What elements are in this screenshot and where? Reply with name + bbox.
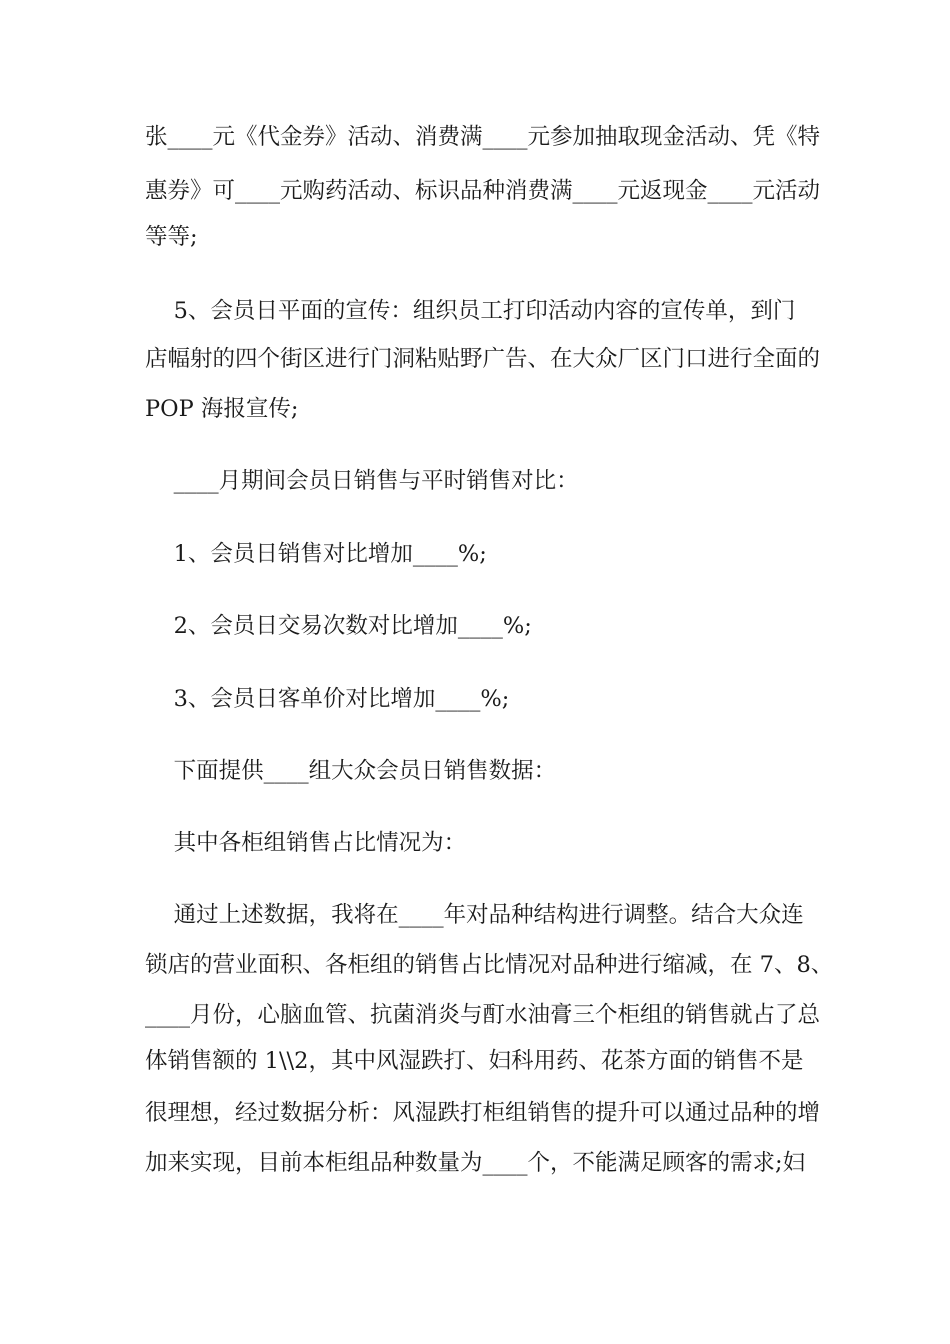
text-line: 张____元《代金券》活动、消费满____元参加抽取现金活动、凭《特 [145,124,821,150]
text-line: 5、会员日平面的宣传：组织员工打印活动内容的宣传单，到门 [145,298,796,324]
text-line: 很理想，经过数据分析：风湿跌打柜组销售的提升可以通过品种的增 [145,1100,821,1126]
text-line: 下面提供____组大众会员日销售数据： [145,758,557,784]
text-line: 其中各柜组销售占比情况为： [145,830,467,856]
text-line: 等等; [145,224,198,250]
text-line: 加来实现，目前本柜组品种数量为____个，不能满足顾客的需求;妇 [145,1150,806,1176]
text-line: POP 海报宣传; [145,396,299,422]
text-line: 2、会员日交易次数对比增加____%; [145,613,532,639]
text-line: ____月期间会员日销售与平时销售对比： [145,468,579,494]
text-line: 惠券》可____元购药活动、标识品种消费满____元返现金____元活动 [145,178,821,204]
text-line: 体销售额的 1\\2，其中风湿跌打、妇科用药、花茶方面的销售不是 [145,1048,804,1074]
text-line: 锁店的营业面积、各柜组的销售占比情况对品种进行缩减，在 7、8、 [145,952,834,978]
text-line: 通过上述数据，我将在____年对品种结构进行调整。结合大众连 [145,902,804,928]
text-line: ____月份，心脑血管、抗菌消炎与酊水油膏三个柜组的销售就占了总 [145,1002,821,1028]
text-line: 3、会员日客单价对比增加____%; [145,686,510,712]
text-line: 1、会员日销售对比增加____%; [145,541,487,567]
text-line: 店幅射的四个街区进行门洞粘贴野广告、在大众厂区门口进行全面的 [145,346,821,372]
